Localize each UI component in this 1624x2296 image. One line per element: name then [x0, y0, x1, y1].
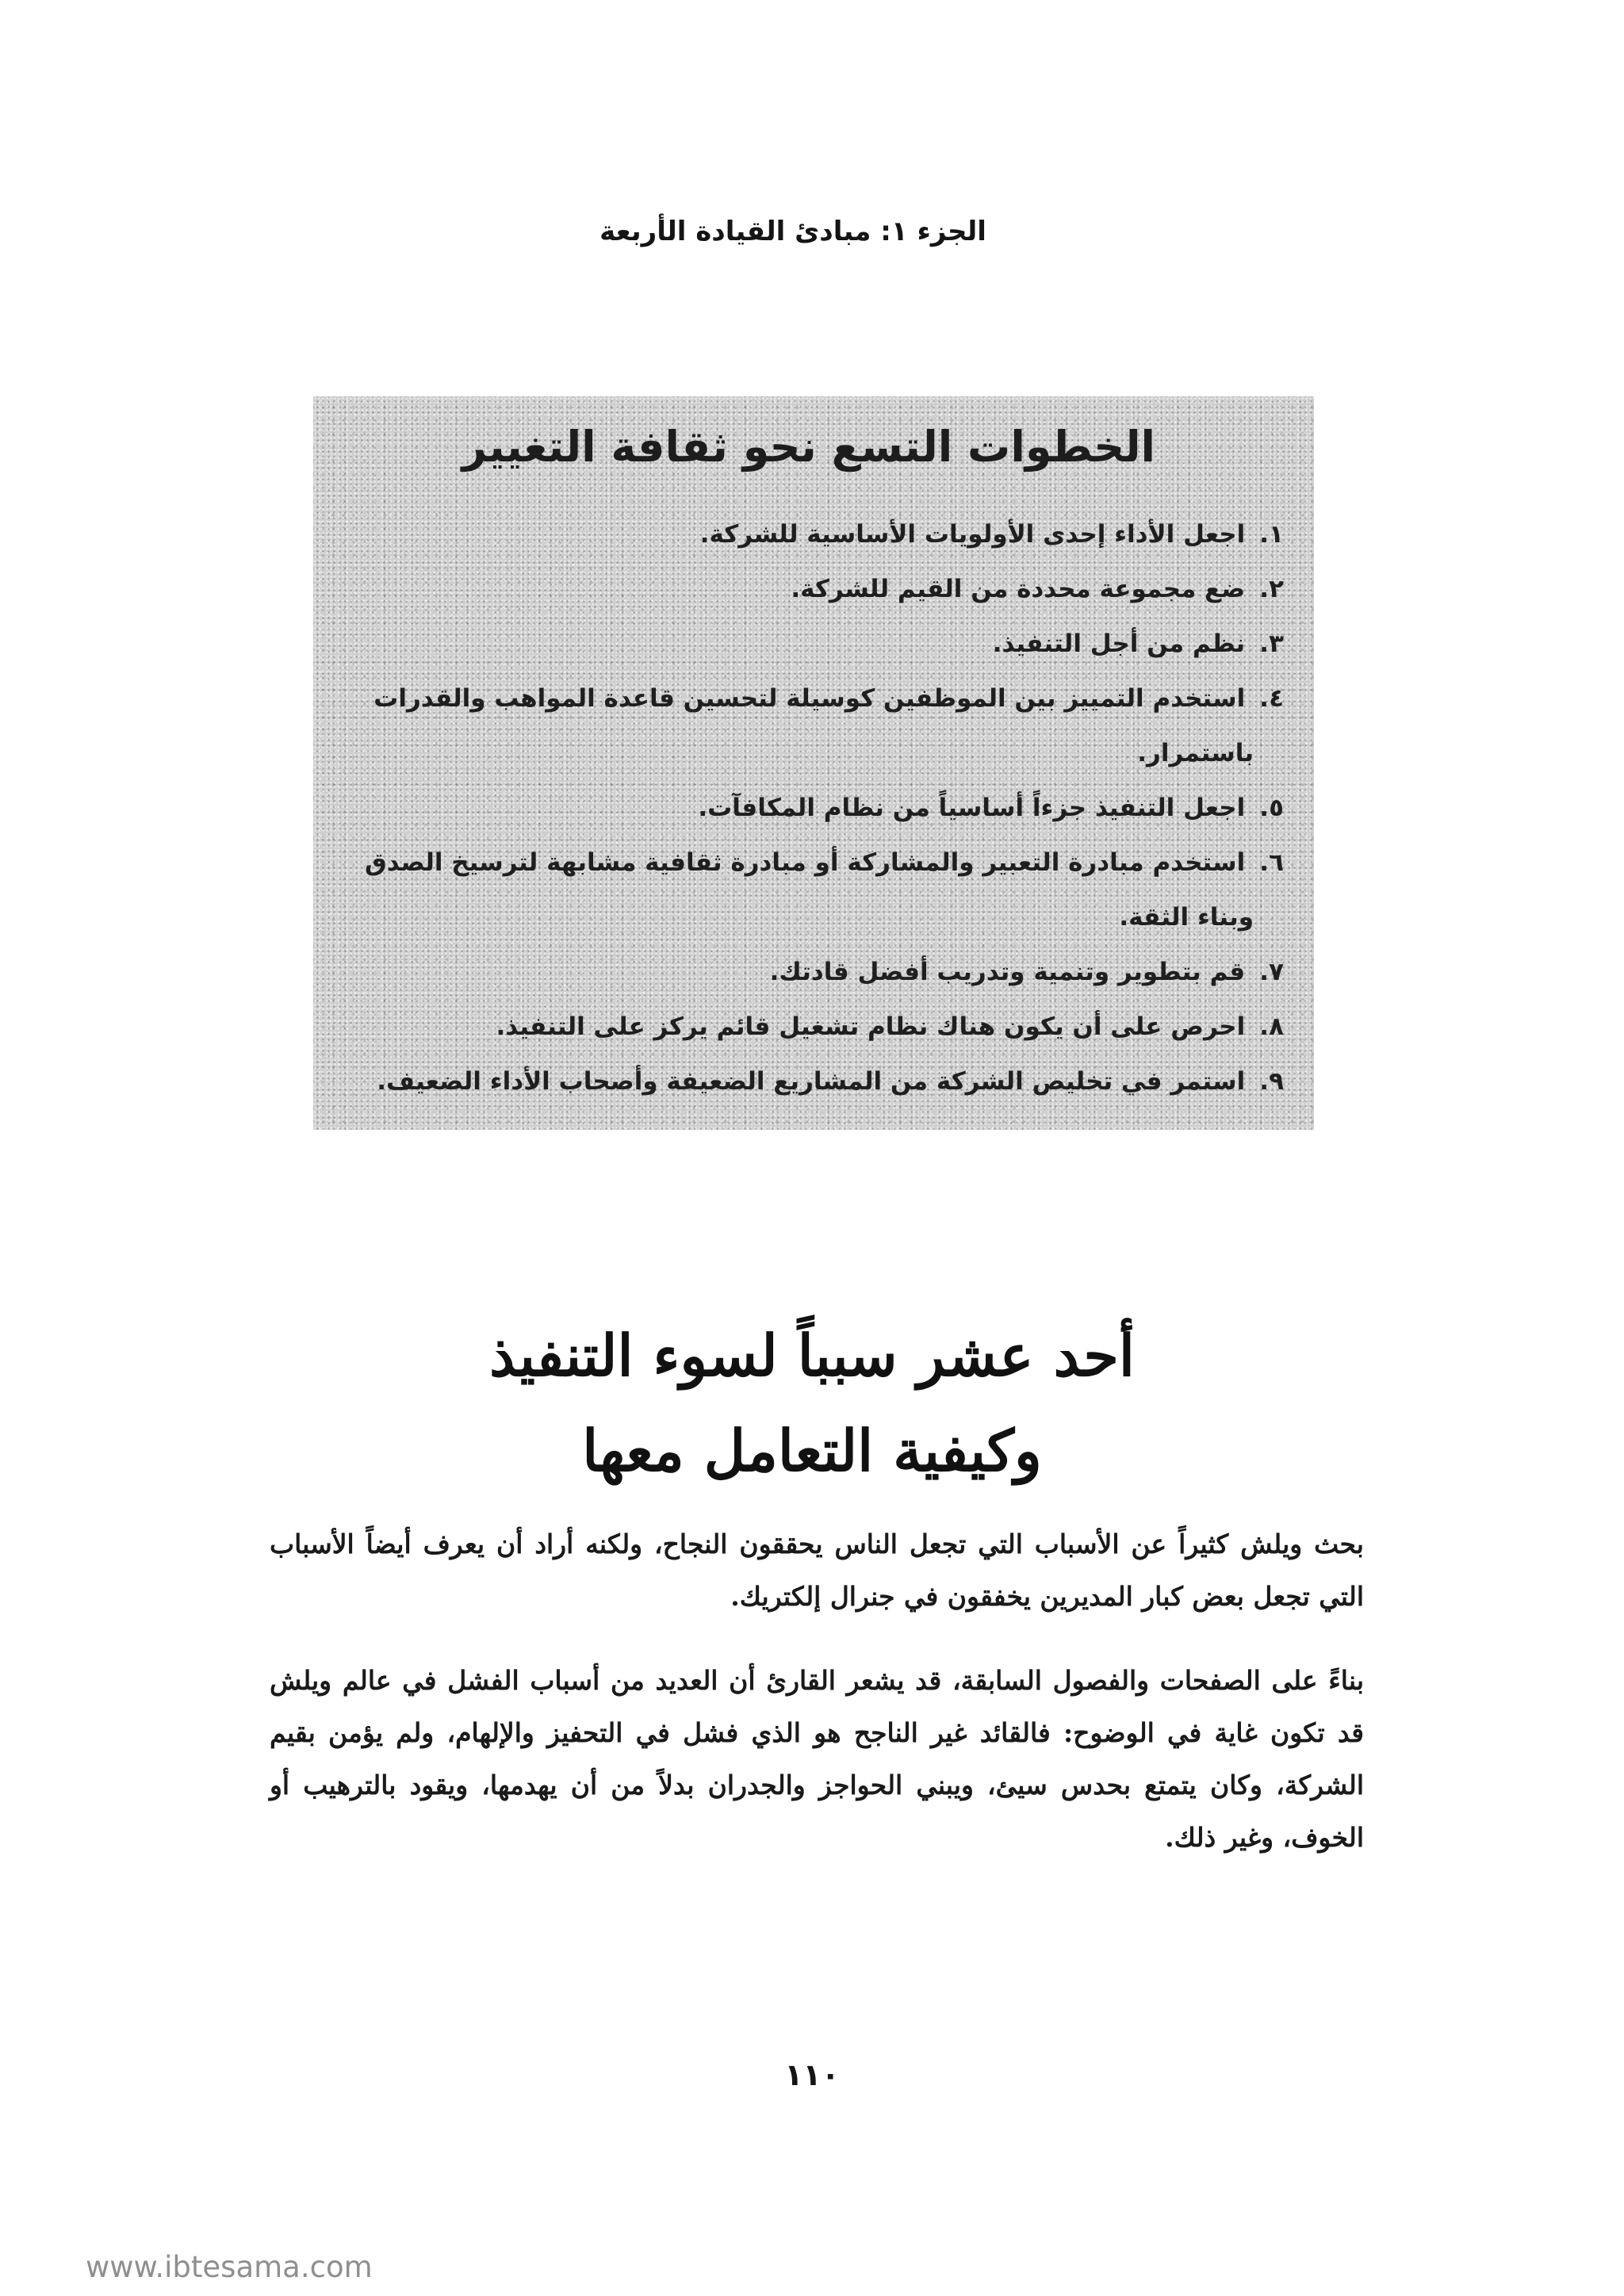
section-heading-line-2: وكيفية التعامل معها — [582, 1417, 1042, 1484]
list-item — [344, 507, 1284, 562]
list-item — [344, 617, 1284, 672]
list-item — [344, 562, 1284, 617]
list-item-number: ٣. — [1259, 629, 1284, 658]
list-item-number: ٦. — [1259, 848, 1284, 877]
list-item-text: استمر في تخليص الشركة من المشاريع الضعيفة وأصحاب الأداء الضعيف. — [377, 1067, 1246, 1096]
list-item — [344, 672, 1284, 781]
body-text — [270, 1518, 1364, 1896]
page-number: ١١٠ — [784, 2057, 840, 2092]
list-item — [344, 836, 1284, 945]
list-item-number: ٢. — [1259, 575, 1284, 603]
list-item-number: ٤. — [1259, 684, 1284, 713]
section-heading-line-1: أحد عشر سبباً لسوء التنفيذ — [489, 1322, 1135, 1389]
steps-box — [313, 396, 1314, 1130]
list-item-text: ضع مجموعة محددة من القيم للشركة. — [791, 575, 1246, 603]
list-item — [344, 781, 1284, 836]
steps-list — [344, 507, 1284, 1109]
list-item-continuation: وبناء الثقة. — [1119, 903, 1254, 932]
list-item-text: احرص على أن يكون هناك نظام تشغيل قائم يركز على التنفيذ. — [496, 1012, 1246, 1041]
body-paragraph: بناءً على الصفحات والفصول السابقة، قد يشعر القارئ أن العديد من أسباب الفشل في عالم ويلش قد تكون غاية في الوضوح: فالقائد غير الناجح هو الذي فشل في التحفيز والإلهام، ولم يؤمن بقيم الشركة، وكان يتمتع بحدس سيئ، ويبني الحواجز والجدران بدلاً من أن يهدمها، ويقود بالترهيب أو الخوف، وغير ذلك. — [270, 1665, 1364, 1853]
list-item-number: ٧. — [1259, 958, 1284, 986]
list-item — [344, 1054, 1284, 1109]
list-item-text: اجعل التنفيذ جزءاً أساسياً من نظام المكافآت. — [698, 794, 1246, 822]
list-item-text: قم بتطوير وتنمية وتدريب أفضل قادتك. — [769, 958, 1246, 986]
list-item-continuation: باستمرار. — [1137, 739, 1254, 767]
list-item-text: اجعل الأداء إحدى الأولويات الأساسية للشركة. — [699, 520, 1246, 549]
list-item-number: ٩. — [1259, 1067, 1284, 1096]
list-item-text: نظم من أجل التنفيذ. — [992, 629, 1246, 658]
list-item-number: ١. — [1259, 520, 1284, 549]
list-item-number: ٥. — [1259, 794, 1284, 822]
list-item-number: ٨. — [1259, 1012, 1284, 1041]
steps-box-title: الخطوات التسع نحو ثقافة التغيير — [462, 422, 1155, 472]
body-paragraph: بحث ويلش كثيراً عن الأسباب التي تجعل الناس يحققون النجاح، ولكنه أراد أن يعرف أيضاً الأسباب التي تجعل بعض كبار المديرين يخفقون في جنرال إلكتريك. — [270, 1529, 1364, 1612]
list-item-text: استخدم مبادرة التعبير والمشاركة أو مبادرة ثقافية مشابهة لترسيخ الصدق — [365, 848, 1246, 877]
list-item — [344, 1000, 1284, 1054]
section-heading — [297, 1308, 1327, 1498]
running-header: الجزء ١: مبادئ القيادة الأربعة — [599, 216, 986, 247]
watermark: www.ibtesama.com — [86, 2250, 373, 2284]
list-item-text: استخدم التمييز بين الموظفين كوسيلة لتحسين قاعدة المواهب والقدرات — [373, 684, 1246, 713]
list-item — [344, 945, 1284, 1000]
